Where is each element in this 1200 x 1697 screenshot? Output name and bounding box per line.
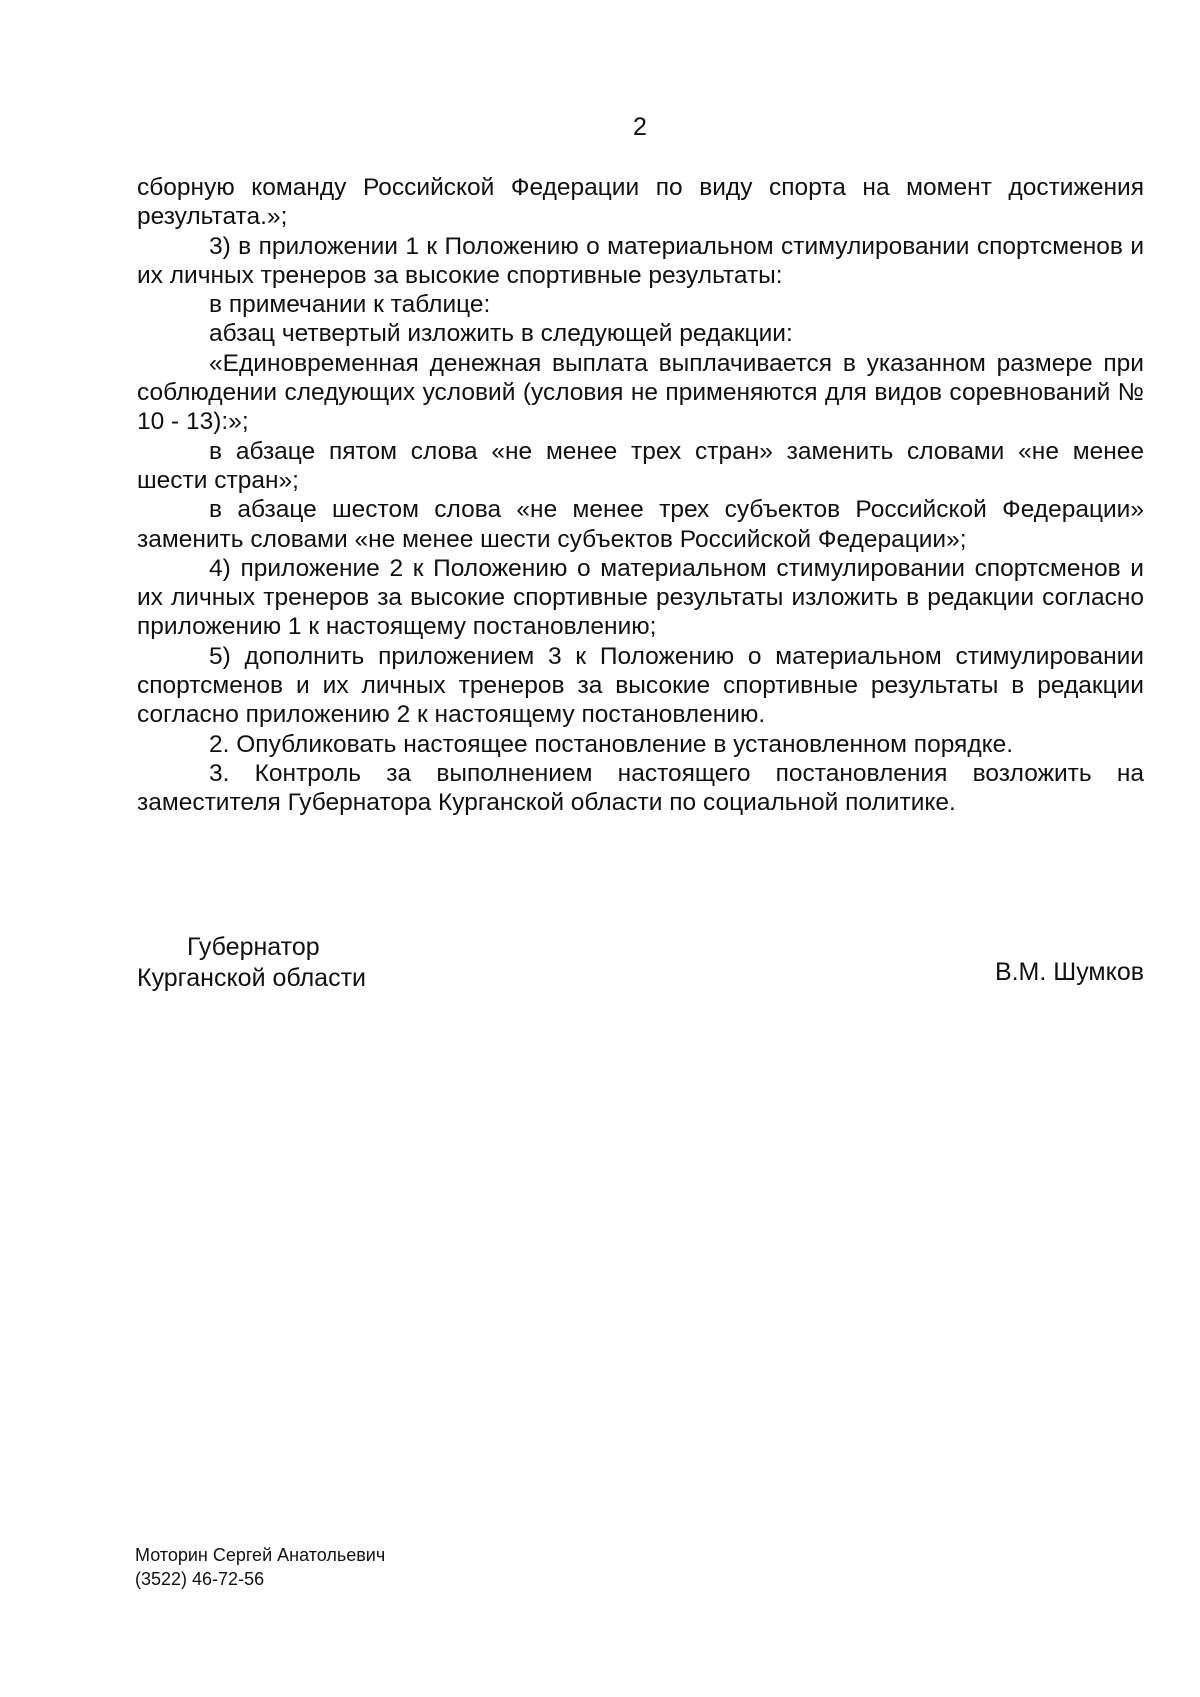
paragraph-item-5: 5) дополнить приложением 3 к Положению о материальном стимулировании спортсменов и их личных тренеров за высокие спортивные результаты в редакции согласно приложению 2 к настоящему постановлению. [137, 642, 1144, 729]
signature-position-region: Курганской области [137, 964, 367, 992]
executor-name: Моторин Сергей Анатольевич [135, 1545, 386, 1565]
paragraph-publish: 2. Опубликовать настоящее постановление в установленном порядке. [209, 730, 1014, 758]
executor-phone: (3522) 46-72-56 [135, 1569, 265, 1589]
paragraph-item-3: 3) в приложении 1 к Положению о материальном стимулировании спортсменов и их личных тренеров за высокие спортивные результаты: [137, 232, 1144, 289]
paragraph-control: 3. Контроль за выполнением настоящего постановления возложить на заместителя Губернатора Курганской области по социальной политике. [137, 759, 1144, 817]
paragraph-continuation: сборную команду Российской Федерации по виду спорта на момент достижения результата.»; [137, 174, 1144, 231]
signature-block [137, 932, 1144, 1002]
paragraph-fifth-abzac: в абзаце пятом слова «не менее трех стран» заменить словами «не менее шести стран»; [137, 437, 1144, 494]
document-body [137, 173, 1144, 818]
signatory-name: В.М. Шумков [994, 958, 1144, 986]
paragraph-item-4: 4) приложение 2 к Положению о материальном стимулировании спортсменов и их личных тренеров за высокие спортивные результаты изложить в редакции согласно приложению 1 к настоящему постановлению; [137, 554, 1144, 641]
paragraph-note-intro: в примечании к таблице: [209, 291, 491, 319]
paragraph-quote: «Единовременная денежная выплата выплачивается в указанном размере при соблюдении следующих условий (условия не применяются для видов соревнований № 10 - 13):»; [137, 349, 1144, 436]
signature-position-title: Губернатор [187, 933, 320, 961]
paragraph-fourth-abzac: абзац четвертый изложить в следующей редакции: [209, 320, 793, 348]
executor-contact [135, 1543, 385, 1591]
paragraph-sixth-abzac: в абзаце шестом слова «не менее трех субъектов Российской Федерации» заменить словами «не менее шести субъектов Российской Федерации»; [137, 496, 1144, 553]
page-number: 2 [633, 113, 647, 141]
